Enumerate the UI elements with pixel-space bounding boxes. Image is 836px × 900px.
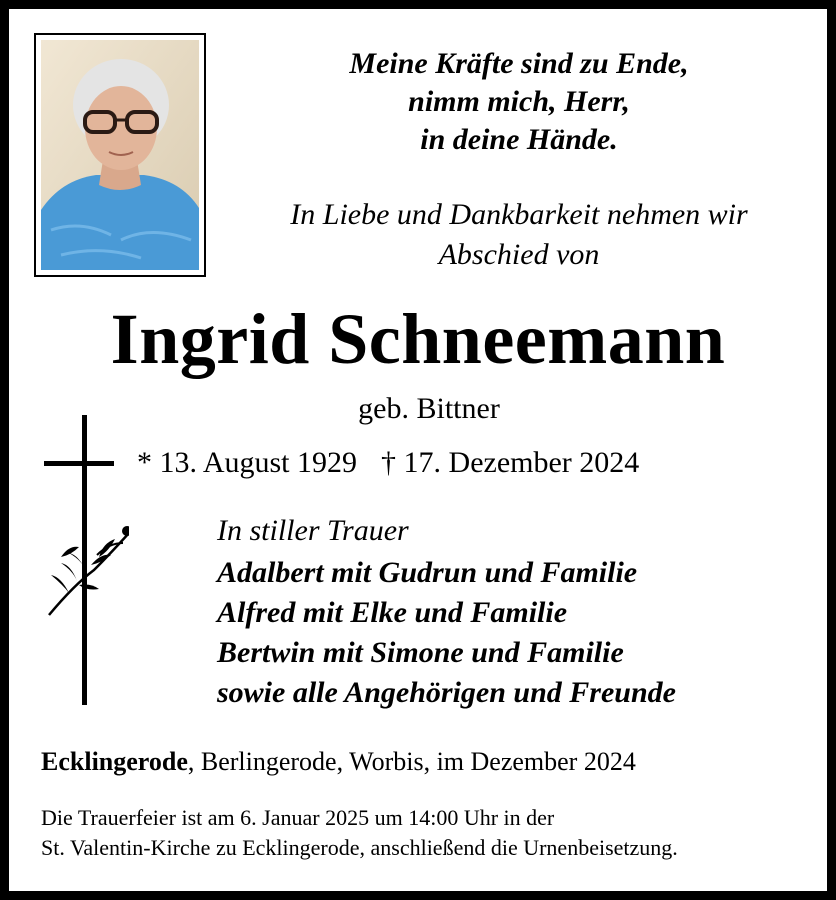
farewell-intro: [234, 195, 804, 275]
mourner-line: Bertwin mit Simone und Familie: [217, 636, 624, 669]
intro-line: In Liebe und Dankbarkeit nehmen wir: [290, 198, 748, 231]
birth-date: * 13. August 1929: [137, 446, 358, 479]
mourners-list: [217, 553, 676, 713]
ceremony-line: Die Trauerfeier ist am 6. Januar 2025 um 14:00 Uhr in der: [41, 805, 555, 830]
maiden-name: geb. Bittner: [358, 392, 500, 425]
mourner-line: Alfred mit Elke und Familie: [217, 596, 568, 629]
verse-line: in deine Hände.: [420, 123, 618, 156]
ceremony-info: [41, 803, 678, 863]
verse: [234, 45, 804, 159]
mourner-line: sowie alle Angehörigen und Freunde: [217, 676, 676, 709]
life-dates: [137, 445, 639, 481]
ceremony-line: St. Valentin-Kirche zu Ecklingerode, anschließend die Urnenbeisetzung.: [41, 835, 678, 860]
place-and-date: [41, 746, 636, 778]
place-main: Ecklingerode: [41, 747, 188, 776]
place-rest: , Berlingerode, Worbis, im Dezember 2024: [187, 747, 636, 776]
intro-line: Abschied von: [438, 238, 600, 271]
portrait-photo: [41, 40, 199, 270]
verse-line: Meine Kräfte sind zu Ende,: [349, 47, 689, 80]
cross-with-rose-icon: [39, 405, 129, 705]
verse-line: nimm mich, Herr,: [408, 85, 630, 118]
death-date: † 17. Dezember 2024: [381, 446, 640, 479]
portrait-frame: [34, 33, 206, 277]
mourner-line: Adalbert mit Gudrun und Familie: [217, 556, 638, 589]
deceased-name: Ingrid Schneemann: [110, 299, 726, 379]
mourning-heading: In stiller Trauer: [217, 514, 409, 547]
